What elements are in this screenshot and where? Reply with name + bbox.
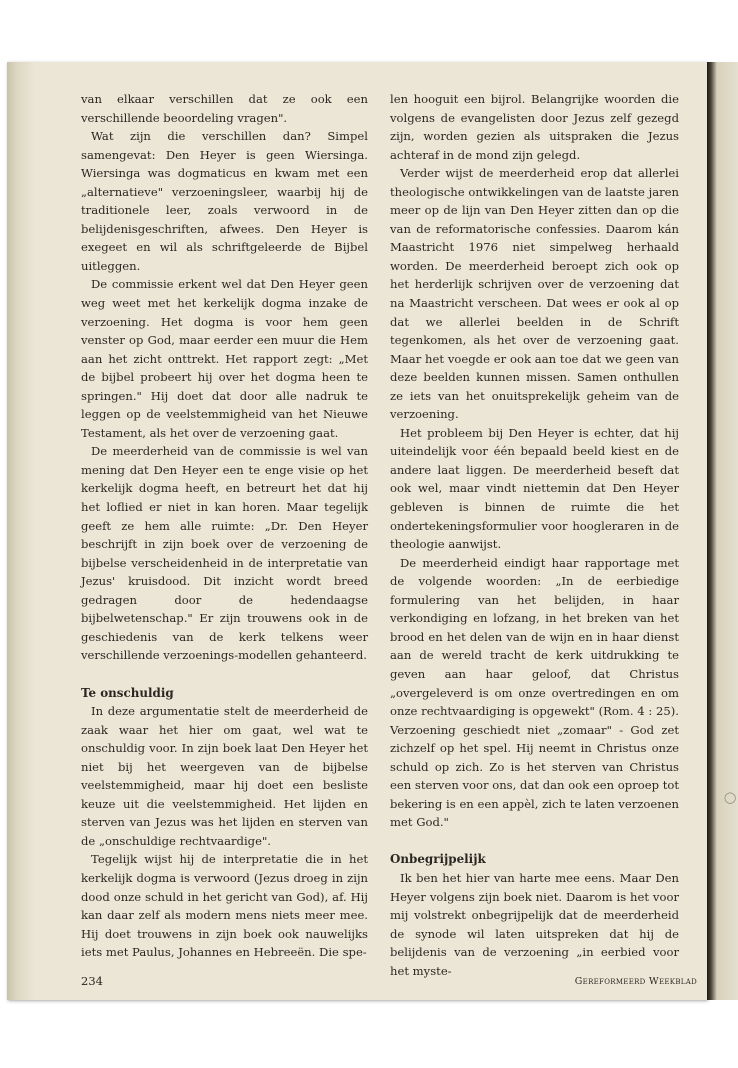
running-title: Gereformeerd Weekblad <box>574 976 697 987</box>
section-heading: Onbegrijpelijk <box>390 852 486 867</box>
margin-mark-icon: ◯ <box>724 791 737 804</box>
paragraph: Wat zijn die verschillen dan? Simpel samengevat: Den Heyer is geen Wiersinga. Wiersinga was dogmaticus en kwam met een „alternatieve" verzoeningsleer, waarbij hij de traditionele leer, zoals verwoord in de belijdenisgeschriften, afwees. Den Heyer is exegeet en wil als schriftgeleerde de Bijbel uitleggen. <box>81 129 368 273</box>
paragraph: len hooguit een bijrol. Belangrijke woorden die volgens de evangelisten door Jezus zelf gezegd zijn, worden gezien als uitspraken die Jezus achteraf in de mond zijn gelegd. <box>390 92 679 162</box>
page-number: 234 <box>81 974 103 988</box>
paragraph: Verder wijst de meerderheid erop dat allerlei theologische ontwikkelingen van de laatste jaren meer op de lijn van Den Heyer zitten dan op die van de reformatorische confessies. Daarom kán Maastricht 1976 niet simpelweg herhaald worden. De meerderheid beroept zich ook op het herderlijk schrijven over de verzoening dat na Maastricht verscheen. Dat wees er ook al op dat we allerlei beelden in de Schrift tegenkomen, als het over de verzoening gaat. Maar het voegde er ook aan toe dat we geen van deze beelden kunnen missen. Samen onthullen ze iets van het onuitsprekelijk geheim van de verzoening. <box>390 166 679 422</box>
paragraph: In deze argumentatie stelt de meerderheid de zaak waar het hier om gaat, wel wat te onschuldig voor. In zijn boek laat Den Heyer het niet bij het weergeven van de bijbelse veelstemmigheid, maar hij doet een besliste keuze uit die veelstemmigheid. Het lijden en sterven van Jezus was het lijden en sterven van de „onschuldige rechtvaardige". <box>81 704 368 848</box>
page-binding-edge <box>7 62 35 1000</box>
paragraph: De meerderheid van de commissie is wel van mening dat Den Heyer een te enge visie op het kerkelijk dogma heeft, en betreurt het dat hij het loflied er niet in kan horen. Maar tegelijk geeft ze hem alle ruimte: „Dr. Den Heyer beschrijft in zijn boek over de verzoening de bijbelse verscheidenheid in de interpretatie van Jezus' kruisdood. Dit inzicht wordt breed gedragen door de hedendaagse bijbelwetenschap." Er zijn trouwens ook in de geschiedenis van de kerk telkens weer verschillende verzoenings-modellen gehanteerd. <box>81 444 368 663</box>
paragraph: Tegelijk wijst hij de interpretatie die in het kerkelijk dogma is verwoord (Jezus droeg in zijn dood onze schuld in het gericht van God), af. Hij kan daar zelf als modern mens niets meer mee. Hij doet trouwens in zijn boek ook nauwelijks iets met Paulus, Johannes en Hebreeën. Die spe- <box>81 852 368 960</box>
text-column-right <box>390 90 679 980</box>
text-column-left <box>81 90 368 962</box>
paragraph: Ik ben het hier van harte mee eens. Maar Den Heyer volgens zijn boek niet. Daarom is het voor mij volstrekt onbegrijpelijk dat de meerderheid de synode wil laten uitspreken dat hij de belijdenis van de verzoening „in eerbied voor het myste- <box>390 870 679 978</box>
section-heading: Te onschuldig <box>81 685 174 700</box>
adjacent-page-edge <box>707 62 738 1000</box>
paragraph: van elkaar verschillen dat ze ook een verschillende beoordeling vragen". <box>81 92 368 125</box>
paragraph: De meerderheid eindigt haar rapportage met de volgende woorden: „In de eerbiedige formulering van het belijden, in haar verkondiging en lofzang, in het breken van het brood en het delen van de wijn en in haar dienst aan de wereld tracht de kerk uitdrukking te geven aan haar geloof, dat Christus „overgeleverd is om onze overtredingen en om onze rechtvaardiging is opgewekt" (Rom. 4 : 25). Verzoening geschiedt niet „zomaar" - God zet zichzelf op het spel. Hij neemt in Christus onze schuld op zich. Zo is het sterven van Christus een sterven voor ons, dat dan ook een oproep tot bekering is en een appèl, zich te laten verzoenen met God." <box>390 555 679 830</box>
paragraph: Het probleem bij Den Heyer is echter, dat hij uiteindelijk voor één bepaald beeld kiest en de andere laat liggen. De meerderheid beseft dat ook wel, maar vindt niettemin dat Den Heyer gebleven is binnen de ruimte die het ondertekeningsformulier voor hoogleraren in de theologie aanwijst. <box>390 425 679 552</box>
paragraph: De commissie erkent wel dat Den Heyer geen weg weet met het kerkelijk dogma inzake de verzoening. Het dogma is voor hem geen venster op God, maar eerder een muur die Hem aan het zicht onttrekt. Het rapport zegt: „Met de bijbel probeert hij over het dogma heen te springen." Hij doet dat door alle nadruk te leggen op de veelstemmigheid van het Nieuwe Testament, als het over de verzoening gaat. <box>81 277 368 440</box>
